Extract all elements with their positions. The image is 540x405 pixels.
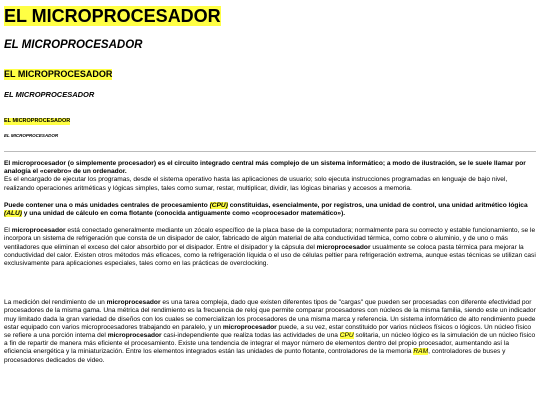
heading-2: EL MICROPROCESADOR <box>4 39 143 51</box>
keyword: microprocesador <box>11 227 66 235</box>
keyword: microprocesador <box>106 299 161 307</box>
ram-highlight: RAM <box>413 348 429 356</box>
cpu-highlight: (CPU) <box>209 201 228 209</box>
units-paragraph <box>4 202 536 218</box>
connection-text-3: usualmente se coloca pasta térmica para mejorar la conductividad del calor. Existen otros métodos más eficaces, como la refrigeración líquida o el uso de células peltier para refrigeración extrema, aunque estas técnicas se utilizan casi exclusivamente para aplicaciones especiales, tales como en las prácticas de overclocking. <box>4 243 536 268</box>
heading-4: EL MICROPROCESADOR <box>4 90 95 99</box>
intro-paragraph <box>4 160 536 193</box>
heading-6: EL MICROPROCESADOR <box>4 133 59 138</box>
heading-3: EL MICROPROCESADOR <box>4 69 113 79</box>
intro-text: Es el encargado de ejecutar los programas, desde el sistema operativo hasta las aplicaciones de usuario; solo ejecuta instrucciones programadas en lenguaje de bajo nivel, realizando operaciones aritméticas y lógicas simples, tales como sumar, restar, multiplicar, dividir, las lógicas binarias y accesos a memoria. <box>4 176 508 192</box>
units-text-1: Puede contener una o más unidades centrales de procesamiento <box>4 201 210 209</box>
connection-text-1: El <box>4 227 12 235</box>
document <box>4 6 536 374</box>
heading-1: EL MICROPROCESADOR <box>4 6 221 26</box>
keyword: microprocesador <box>107 332 162 340</box>
divider <box>4 151 536 152</box>
alu-highlight: (ALU) <box>4 210 22 218</box>
performance-text-2: es una tarea compleja, dado que existen diferentes tipos de "cargas" que pueden ser procesadas con diferente efectividad por procesadores de la misma gama. Una métrica del rendimiento es la frecuencia de reloj que permite comparar procesadores con núcleos de la misma familia, siendo este un indicador muy limitado dada la gran variedad de diseños con los cuales se comercializan los procesadores de una misma marca y referencia. Un sistema informático de alto rendimiento puede estar equipado con varios microprocesadores trabajando en paralelo, y un <box>4 299 536 331</box>
keyword: microprocesador <box>222 323 277 331</box>
connection-paragraph <box>4 227 536 268</box>
heading-5: EL MICROPROCESADOR <box>4 118 71 124</box>
performance-text-3: puede, a su vez, estar constituido por varios núcleos físicos o lógicos. Un núcleo físico se refiere a una porción interna del <box>4 323 532 340</box>
performance-text-5: solitaria, un núcleo lógico es la simulación de un núcleo físico a fin de repartir de manera más eficiente el procesamiento. Existe una tendencia de integrar el mayor número de elementos dentro del propio procesador, aumentando así la eficiencia energética y la miniaturización. Entre los elementos integrados están las unidades de punto flotante, controladores de la memoria <box>4 332 536 356</box>
keyword: microprocesador <box>316 243 371 251</box>
connection-text-2: está conectado generalmente mediante un zócalo específico de la placa base de la computadora; normalmente para su correcto y estable funcionamiento, se le incorpora un sistema de refrigeración que consta de un disipador de calor, fabricado de algún material de alta conductividad térmica, como cobre o aluminio, y de uno o más ventiladores que eliminan el exceso del calor absorbido por el disipador. Entre el disipador y la cápsula del <box>4 227 536 251</box>
units-text-2: constituidas, esencialmente, por registros, una unidad de control, una unidad aritmético lógica <box>227 201 528 209</box>
performance-paragraph <box>4 299 536 365</box>
performance-text-4: casi-independiente que realiza todas las actividades de una <box>161 332 340 340</box>
intro-bold: El microprocesador (o simplemente procesador) es el circuito integrado central más complejo de un sistema informático; a modo de ilustración, se le suele llamar por analogía el «cerebro» de un ordenador. <box>4 160 526 176</box>
cpu-highlight: CPU <box>339 332 354 340</box>
performance-text-6: , controladores de buses y procesadores dedicados de video. <box>4 348 506 364</box>
performance-text-1: La medición del rendimiento de un <box>4 299 107 307</box>
units-text-3: y una unidad de cálculo en coma flotante (conocida antiguamente como «coprocesador matemático»). <box>21 210 346 218</box>
